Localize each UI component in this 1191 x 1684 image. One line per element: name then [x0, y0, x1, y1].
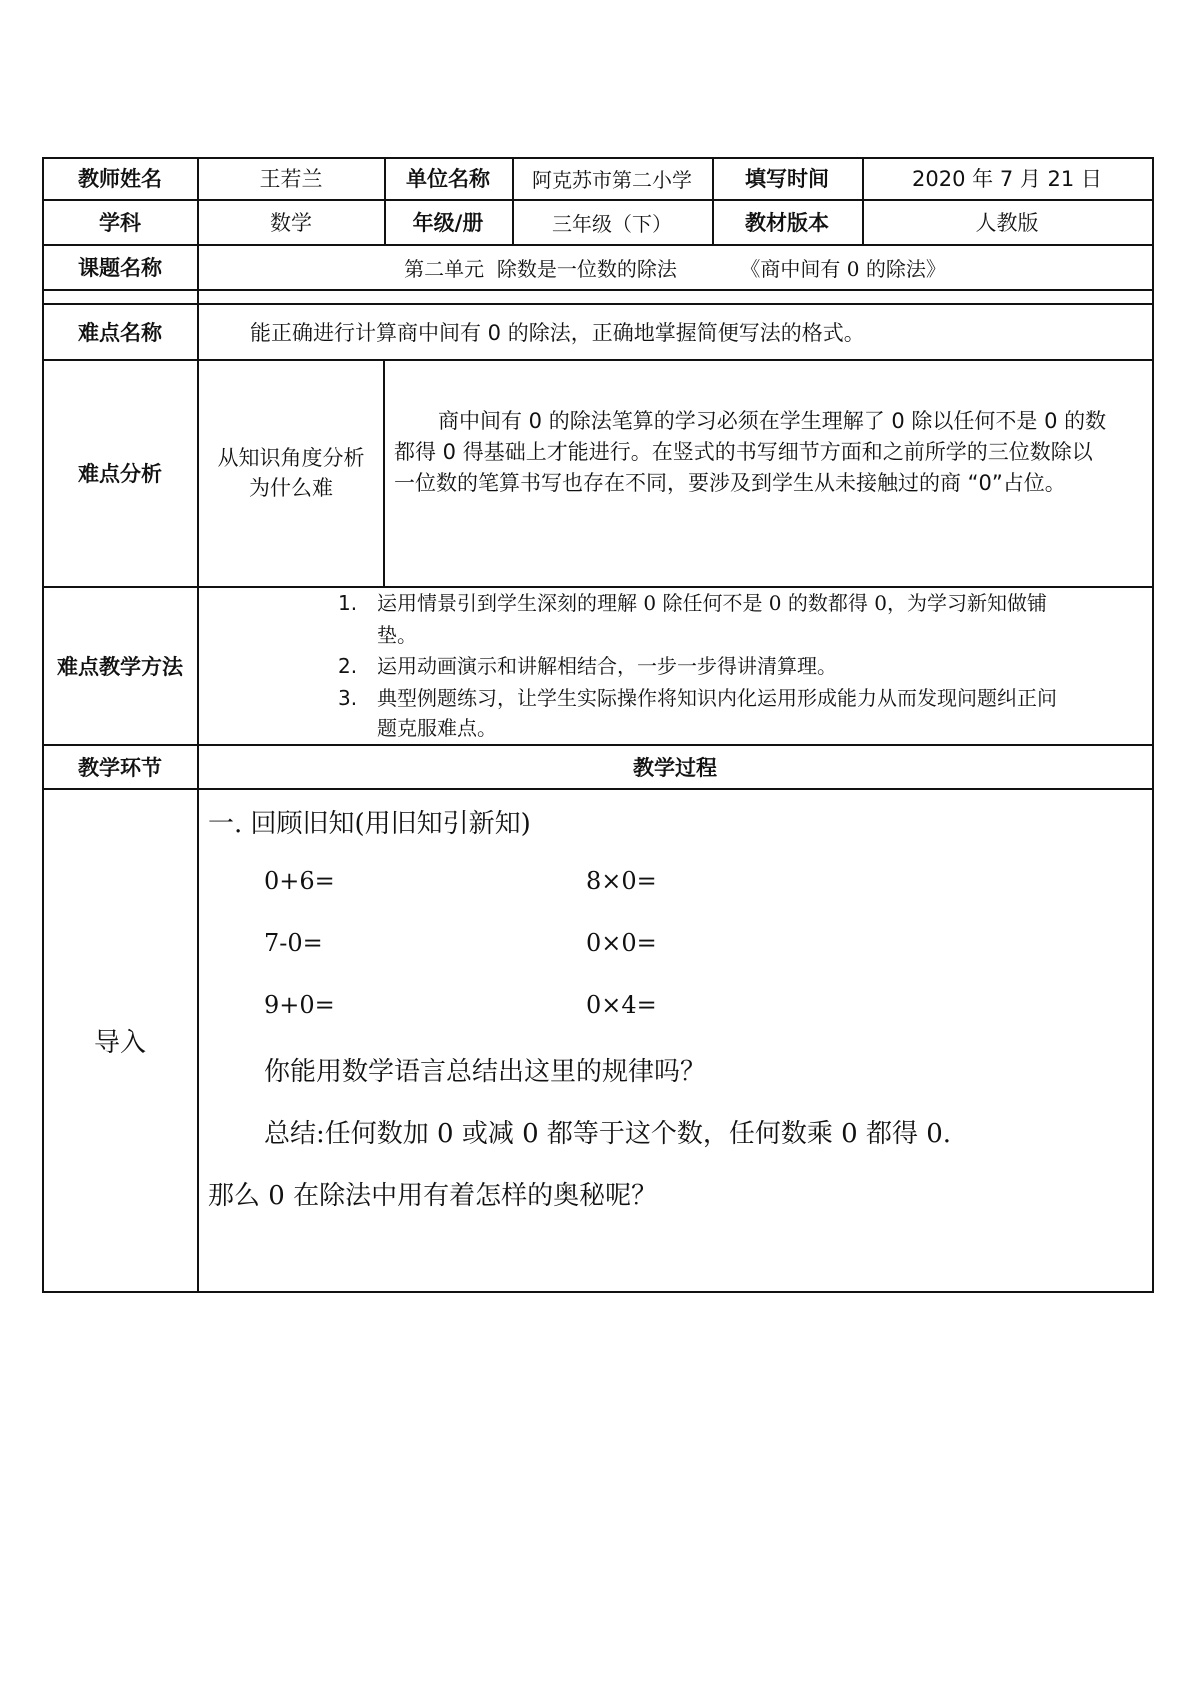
topic-value: 第二单元 除数是一位数的除法 《商中间有 0 的除法》: [404, 256, 946, 281]
method-item-line: 垫。: [377, 623, 417, 647]
analysis-line: 都得 0 得基础上才能进行。在竖式的书写细节方面和之前所学的三位数除以: [394, 440, 1093, 464]
equation: 7-0=: [264, 929, 323, 957]
method-item-line: 运用动画演示和讲解相结合，一步一步得讲清算理。: [377, 654, 837, 678]
header-row-2: [42, 200, 1154, 244]
teacher-name-label: 教师姓名: [78, 167, 162, 191]
unit-name-label: 单位名称: [406, 167, 490, 191]
equation: 8×0=: [586, 867, 657, 895]
subject-label: 学科: [99, 211, 141, 235]
intro-question: 你能用数学语言总结出这里的规律吗？: [264, 1057, 707, 1087]
method-item-line: 运用情景引到学生深刻的理解 0 除任何不是 0 的数都得 0，为学习新知做铺: [377, 591, 1047, 615]
difficulty-value: 能正确进行计算商中间有 0 的除法，正确地掌握简便写法的格式。: [250, 320, 865, 345]
topic-row: [42, 245, 1154, 289]
analysis-sub-label-line: 从知识角度分析: [217, 446, 365, 470]
equation: 0×4=: [586, 991, 657, 1019]
analysis-sub-label: [198, 360, 384, 586]
intro-summary: 总结:任何数加 0 或减 0 都等于这个数，任何数乘 0 都得 0.: [264, 1119, 952, 1149]
table-border-bottom: [42, 1291, 1154, 1293]
method-item-line: 题克服难点。: [377, 716, 497, 740]
intro-row: [42, 789, 1154, 1291]
process-header: 教学过程: [633, 755, 717, 780]
unit-name-value: 阿克苏市第二小学: [532, 167, 692, 192]
grade-value: 三年级（下）: [552, 211, 672, 236]
difficulty-row: [42, 304, 1154, 359]
process-header-row: [42, 745, 1154, 788]
analysis-row: [42, 360, 1154, 586]
method-item-number: 2.: [338, 654, 358, 678]
method-item-number: 3.: [338, 686, 358, 710]
difficulty-label: 难点名称: [78, 320, 162, 345]
equation: 9+0=: [264, 991, 335, 1019]
analysis-line: 商中间有 0 的除法笔算的学习必须在学生理解了 0 除以任何不是 0 的数: [438, 409, 1107, 433]
equation: 0×0=: [586, 929, 657, 957]
intro-closing: 那么 0 在除法中用有着怎样的奥秘呢？: [208, 1181, 658, 1211]
intro-heading: 一. 回顾旧知(用旧知引新知): [208, 809, 531, 839]
grade-label: 年级/册: [412, 211, 484, 235]
method-item-line: 典型例题练习，让学生实际操作将知识内化运用形成能力从而发现问题纠正问: [377, 686, 1057, 710]
textbook-value: 人教版: [975, 211, 1039, 235]
subject-value: 数学: [270, 211, 312, 235]
equation: 0+6=: [264, 867, 335, 895]
analysis-text: [394, 406, 1154, 499]
header-row-1: [42, 157, 1154, 199]
method-row: [42, 587, 1154, 744]
fill-time-value: 2020 年 7 月 21 日: [912, 167, 1102, 191]
analysis-sub-label-line: 为什么难: [249, 476, 333, 500]
analysis-line: 一位数的笔算书写也存在不同，要涉及到学生从未接触过的商 “0”占位。: [394, 471, 1066, 495]
intro-stage-label: 导入: [93, 1027, 146, 1058]
table-rule: [42, 289, 1154, 291]
analysis-label: 难点分析: [78, 462, 162, 486]
stage-header: 教学环节: [78, 755, 162, 780]
textbook-label: 教材版本: [745, 211, 829, 235]
method-label: 难点教学方法: [57, 654, 183, 679]
fill-time-label: 填写时间: [745, 167, 829, 191]
teacher-name-value: 王若兰: [259, 167, 323, 191]
topic-label: 课题名称: [78, 256, 162, 280]
method-item-number: 1.: [338, 591, 358, 615]
